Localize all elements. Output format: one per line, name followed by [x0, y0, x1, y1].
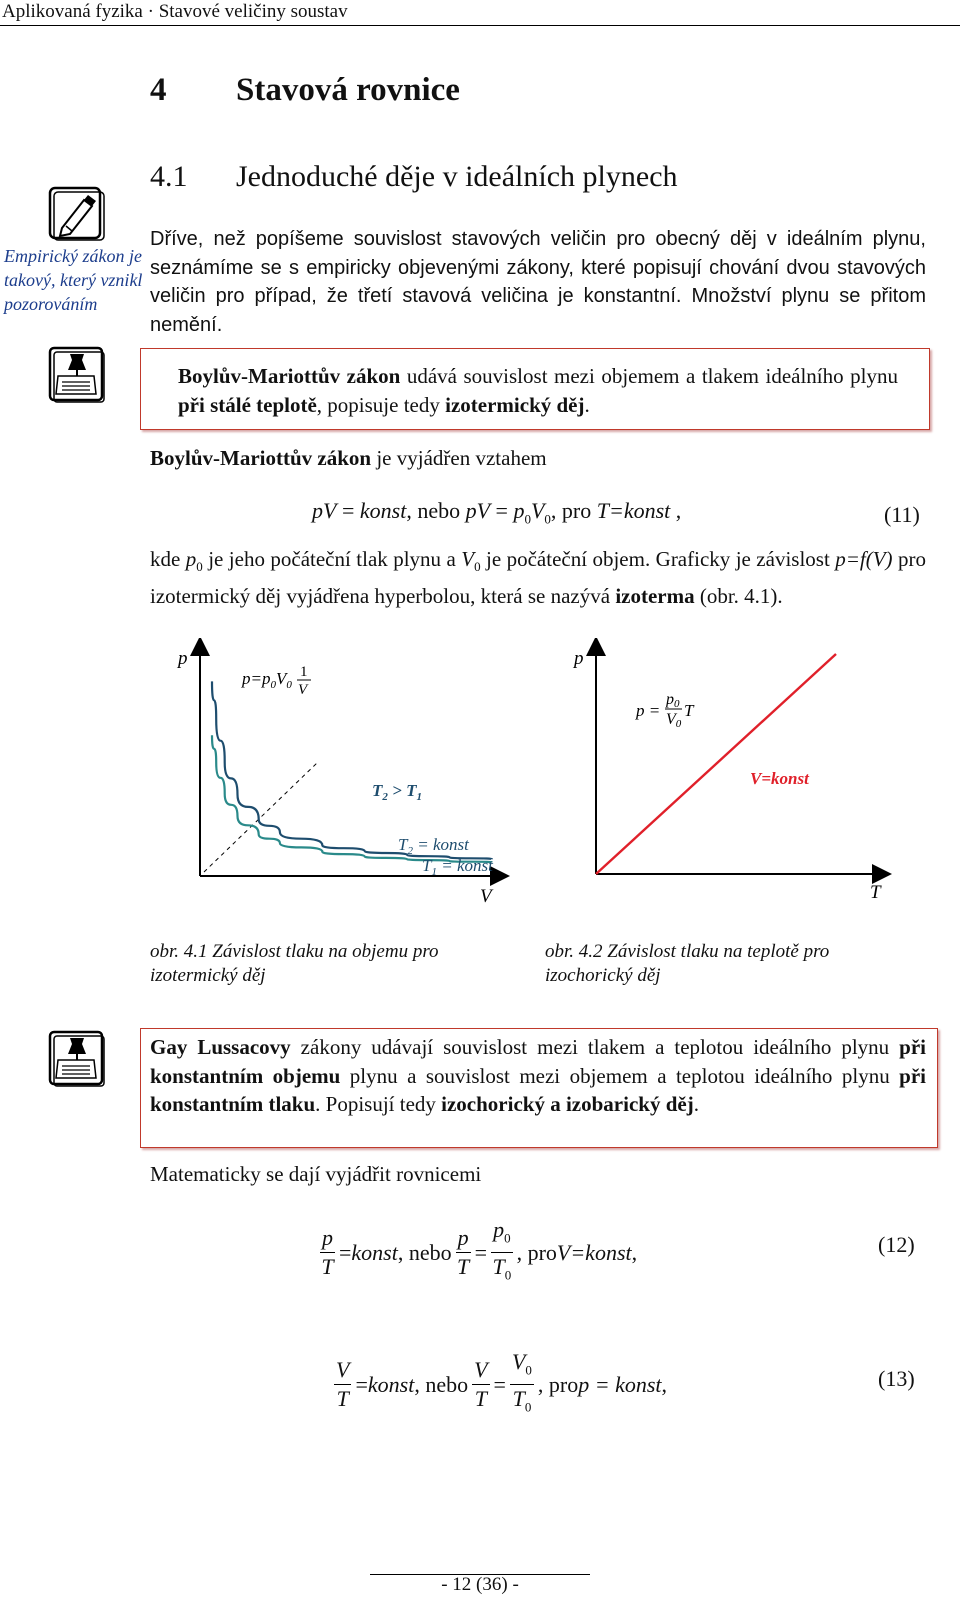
boyle-law-term: Boylův-Mariottův zákon — [178, 364, 401, 388]
eq12-equals2: = — [474, 1239, 488, 1265]
p2-t3: je počáteční objem. Graficky je závislost — [480, 547, 836, 571]
gl-text-2: plynu a souvislost mezi objemem a teplotou ideálního plynu — [340, 1063, 900, 1088]
c1-t2-sub: 2 — [407, 845, 413, 857]
boyle-text-1: udává souvislost mezi objemem a tlakem ideálního plynu — [400, 364, 898, 388]
eq11-equals: = — [336, 498, 360, 523]
equation-12 — [316, 1216, 637, 1290]
eq13-n3-sub: 0 — [525, 1362, 532, 1378]
eq13-frac2 — [472, 1356, 489, 1413]
p2-t1: kde — [150, 547, 186, 571]
eq11-comma: , — [670, 498, 682, 523]
fig2-caption-line1: obr. 4.2 Závislost tlaku na teplotě pro — [545, 941, 830, 962]
eq12-d2: T — [457, 1254, 470, 1280]
eq11-lhs: pV — [312, 498, 337, 523]
eq12-pro: , pro — [516, 1239, 557, 1265]
c2-ylabel: p — [574, 648, 584, 669]
eq13-condition: p = konst — [578, 1371, 662, 1397]
math-intro: Matematicky se dají vyjádřit rovnicemi — [150, 1162, 482, 1186]
running-header — [0, 0, 960, 26]
eq13-equals2: = — [493, 1371, 506, 1397]
p2-p0: p — [185, 547, 197, 571]
eq11-p0-sub: 0 — [524, 511, 531, 527]
c1-formula-sub: 0 — [270, 679, 276, 691]
eq11-lhs2: pV — [465, 498, 491, 523]
eq11-nebo: , nebo — [406, 498, 466, 523]
isochoric-chart — [566, 638, 896, 908]
running-header-title: Aplikovaná fyzika · Stavové veličiny soustav — [2, 1, 348, 22]
c2-isochore-line — [596, 654, 836, 874]
fig1-caption-line1: obr. 4.1 Závislost tlaku na objemu pro — [150, 941, 439, 962]
boyle-constant-temperature: při stálé teplotě — [178, 392, 317, 417]
eq11-pro: , pro — [550, 498, 597, 523]
eq13-comma: , — [661, 1371, 668, 1397]
gl-text-4: . — [693, 1092, 699, 1116]
eq13-konst: konst — [367, 1371, 415, 1397]
c1-t2-label — [398, 835, 470, 857]
equation-13 — [330, 1348, 667, 1422]
gl-constant-pressure: při konstantním tlaku — [150, 1063, 926, 1116]
p2-function: p=f(V) — [835, 547, 893, 571]
eq12-n1: p — [322, 1225, 333, 1251]
section-number: 4.1 — [150, 160, 188, 193]
eq12-n3: p — [493, 1217, 505, 1242]
gay-lussac-definition — [150, 1033, 926, 1119]
eq11-konst: konst — [359, 498, 407, 523]
eq13-n3: V — [511, 1349, 526, 1374]
c2-formula-p0-sub: 0 — [674, 698, 680, 710]
eq11-V0-sub: 0 — [544, 511, 551, 527]
section-heading — [150, 160, 678, 194]
eq13-equals: = — [355, 1371, 368, 1397]
c2-formula-V0-sub: 0 — [675, 718, 682, 730]
pin-note-icon — [48, 1030, 102, 1084]
chapter-number: 4 — [150, 72, 167, 108]
c1-t1-T: T — [422, 856, 432, 875]
c2-line-label: V=konst — [750, 769, 809, 788]
boyle-text-2: , popisuje tedy — [316, 392, 446, 417]
c1-t1-konst: = konst — [436, 856, 493, 875]
equation-13-number: (13) — [878, 1366, 915, 1391]
boyle-intro-term: Boylův-Mariottův zákon — [150, 446, 372, 470]
eq11-condition: T=konst — [596, 498, 671, 523]
eq12-d1: T — [321, 1254, 334, 1280]
chapter-heading — [150, 72, 460, 109]
fig1-caption-line2: izotermický děj — [150, 965, 266, 986]
c1-t2-konst: = konst — [412, 835, 469, 854]
p2-v0-sub: 0 — [474, 559, 481, 575]
eq13-pro: , pro — [537, 1371, 579, 1397]
gl-term: Gay Lussacovy — [150, 1035, 291, 1059]
isotherm-paragraph — [150, 545, 926, 610]
eq13-d1: T — [336, 1386, 349, 1412]
eq12-n2: p — [457, 1225, 469, 1251]
eq11-equals2: = — [490, 498, 514, 523]
c1-formula-one: 1 — [300, 664, 308, 680]
p2-p0-sub: 0 — [196, 559, 203, 575]
figure-4-2-caption — [545, 940, 829, 988]
eq12-frac3 — [491, 1216, 513, 1290]
fig2-caption-line2: izochorický děj — [545, 965, 661, 986]
equation-12-number: (12) — [878, 1232, 915, 1257]
c1-anno-T2: T — [372, 781, 383, 800]
gl-text-1: zákony udávají souvislost mezi tlakem a teplotou ideálního plynu — [290, 1035, 900, 1059]
c1-ylabel: p — [178, 648, 188, 669]
c2-formula-T: T — [684, 701, 694, 720]
section-title: Jednoduché děje v ideálních plynech — [236, 160, 678, 193]
intro-paragraph: Dříve, než popíšeme souvislost stavových veličin pro obecný děj v ideálním plynu, seznámíme se s empiricky objevenými zákony, které popisují chování dvou stavových veličin pro případ, že třetí stavová veličina je konstantní. Množství plynu se přitom nemění. — [150, 228, 926, 336]
boyle-intro — [150, 444, 926, 473]
c2-formula-num — [665, 691, 680, 710]
eq13-d3-sub: 0 — [524, 1399, 532, 1415]
boyle-intro-text: je vyjádřen vztahem — [371, 446, 547, 470]
eq13-d2: T — [474, 1386, 487, 1412]
eq12-frac2 — [456, 1224, 471, 1281]
boyle-law-definition — [178, 362, 898, 419]
isotherm-chart — [170, 638, 510, 908]
figure-4-1-caption — [150, 940, 439, 988]
c2-formula-p0: p — [666, 691, 674, 708]
c1-t1-sub: 1 — [431, 866, 437, 878]
c1-formula-p: p=p — [242, 669, 271, 688]
c2-formula-V0: V — [666, 711, 676, 728]
eq13-frac1 — [334, 1356, 351, 1413]
equation-11 — [312, 498, 681, 527]
page-number: - 12 (36) - — [441, 1574, 519, 1595]
eq12-d3-sub: 0 — [504, 1267, 512, 1283]
c1-formula-sub2: 0 — [286, 679, 292, 691]
isothermal-term: izotermický děj — [445, 392, 585, 417]
c1-anno-sub1: 1 — [416, 791, 422, 803]
eq12-equals: = — [339, 1239, 352, 1265]
gl-constant-volume: při konstantním objemu — [150, 1035, 926, 1088]
chapter-title: Stavová rovnice — [236, 72, 460, 108]
c1-anno-sub2: 2 — [382, 791, 388, 803]
p2-v0: V — [461, 547, 475, 571]
eq13-n1: V — [336, 1357, 350, 1383]
c1-formula-V: V — [275, 669, 287, 688]
c1-isotherm-t2 — [212, 681, 492, 859]
eq12-condition: V=konst — [556, 1239, 632, 1265]
margin-note: Empirický zákon je takový, který vznikl pozorováním — [4, 246, 143, 314]
c2-formula-den — [666, 711, 682, 730]
c2-xlabel: T — [870, 882, 881, 903]
p2-t2: je jeho počáteční tlak plynu a — [202, 547, 462, 571]
eq12-nebo: , nebo — [397, 1239, 452, 1265]
eq13-frac3 — [510, 1348, 534, 1422]
c2-formula-lhs: p = — [636, 701, 661, 720]
c1-annotation — [372, 781, 422, 803]
c1-t2-T: T — [398, 835, 408, 854]
c1-xlabel: V — [480, 886, 492, 907]
eq13-d3: T — [512, 1386, 525, 1412]
gl-process-terms: izochorický a izobarický děj — [441, 1092, 694, 1116]
c1-formula-den: V — [298, 682, 308, 698]
p2-t4: pro izotermický děj vyjádřena hyperbolou, která se nazývá — [150, 547, 926, 608]
p2-isotherm-term: izoterma — [615, 583, 695, 608]
gl-text-3: . Popisují tedy — [315, 1092, 442, 1116]
boyle-text-3: . — [584, 392, 590, 417]
equation-11-number: (11) — [884, 502, 920, 527]
c1-anno-gt: > T — [387, 781, 417, 800]
c1-formula — [241, 669, 292, 691]
eq11-V0: V — [530, 498, 545, 523]
eq12-frac1 — [320, 1224, 335, 1281]
notepad-pencil-icon — [48, 186, 102, 240]
eq13-n2: V — [474, 1357, 488, 1383]
p2-t5: (obr. 4.1). — [694, 583, 783, 608]
eq13-nebo: , nebo — [414, 1371, 469, 1397]
eq12-konst: konst — [351, 1239, 398, 1265]
eq12-comma: , — [631, 1239, 638, 1265]
pin-note-icon — [48, 346, 102, 400]
eq12-d3: T — [492, 1254, 505, 1280]
eq11-p0: p — [513, 498, 525, 523]
eq12-n3-sub: 0 — [504, 1230, 511, 1246]
